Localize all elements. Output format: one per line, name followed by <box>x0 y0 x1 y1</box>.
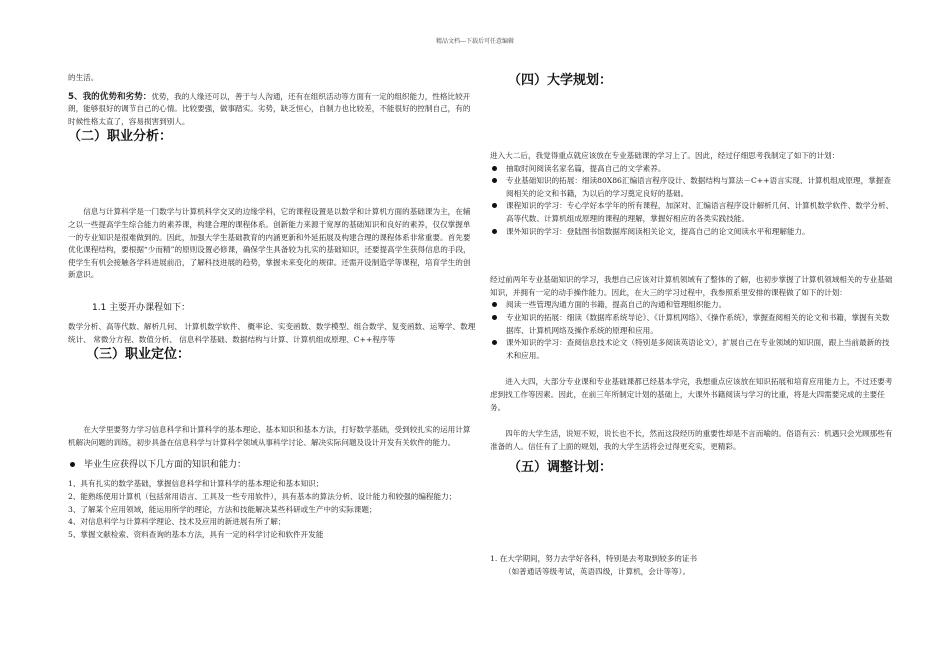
junior-plan-list <box>490 299 894 362</box>
plan-sophomore-intro: 进入大二后，我觉得重点就应该放在专业基础课的学习上了。因此，经过仔细思考我制定了如下的计划： <box>490 151 840 160</box>
plan-junior-intro: 经过前两年专业基础知识的学习，我想自己应该对计算机领域有了整体的了解，也初步掌握了计算机领域相关的专业基础知识，并拥有一定的动手操作能力。因此，在大三的学习过程中，我参照系里安排的课程做了如下的计划： <box>490 275 893 297</box>
plan-item: 阅读一些管理沟通方面的书籍，提高自己的沟通和管理组织能力。 <box>490 299 894 312</box>
abilities-list <box>68 478 476 541</box>
ability-item: 3、了解某个应用领域，能运用所学的理论，方法和技能解决某些科研或生产中的实际课题； <box>68 504 377 514</box>
sophomore-plan-list <box>490 163 894 239</box>
plan-item: 专业基础知识的拓展：细读80X86汇编语言程序设计、数据结构与算法－C++语言实现、计算机组成原理，掌握查阅相关的论文和书籍，为以后的学习奠定良好的基础。 <box>490 175 894 200</box>
plan-conclusion-paragraph: 四年的大学生活，说短不短，说长也不长，然而这段经历的重要性却是不言而喻的。俗语有云：机遇只会光顾那些有准备的人。信任有了上面的规划，我的大学生活将会过得更充实，更精彩。 <box>490 429 893 451</box>
bullet-icon <box>492 315 497 320</box>
bullet-icon <box>492 166 497 171</box>
abilities-heading-list <box>68 459 476 472</box>
courses-subtitle: 1.1 主要开办课程如下： <box>92 302 191 313</box>
ability-item: 4、对信息科学与计算科学理论、技术及应用的新进展有所了解； <box>68 517 286 527</box>
career-positioning-paragraph: 在大学里要努力学习信息科学和计算科学的基本理论、基本知识和基本方法，打好数学基础，受到较扎实的运用计算机解决问题的训练，初步具备在信息科学与计算科学领域从事科学讨论、解决实际问题及设计开发有关软件的能力。 <box>68 425 471 447</box>
bullet-icon <box>492 229 497 234</box>
plan-senior-paragraph: 进入大四，大部分专业课和专业基础课都已经基本学完，我想重点应该放在知识拓展和培育应用能力上，不过还要考虑到找工作等因素。因此，在前三年所制定计划的基础上，大课外书籍阅读与学习的比重，将是大四需要完成的主要任务。 <box>490 377 893 412</box>
plan-item: 课外知识的学习：查阅信息技术论文（特别是多阅读英语论文），扩展自己在专业领域的知识面，跟上当前最新的技术和应用。 <box>490 337 894 362</box>
adjust-plan-title: （五）调整计划： <box>508 460 613 476</box>
strengths-weaknesses <box>68 91 476 129</box>
bullet-icon <box>492 302 497 307</box>
left-column <box>68 72 476 541</box>
adjust-plan-item-continued: （如普通话等级考试，英语四级，计算机，会计等等）。 <box>504 566 691 576</box>
intro-line: 的生活。 <box>68 73 99 82</box>
strengths-text: 优势，我的人缘还可以，善于与人沟通，还有在组织活动等方面有一定的组织能力，性格比较开朗，能够很好的调节自己的心情。比较要强，做事踏实。劣势，缺乏恒心，自制力也比较差，不能很好的控制自己，有的时候性格太直了，容易损害到别人。 <box>68 91 471 126</box>
plan-item: 抽取时间阅读名家名篇，提高自己的文学素养。 <box>490 163 894 176</box>
abilities-heading: 毕业生应获得以下几方面的知识和能力： <box>68 459 476 472</box>
bullet-icon <box>492 178 497 183</box>
career-analysis-paragraph: 信息与计算科学是一门数学与计算机科学交叉的边缘学科，它的课程设置是以数学和计算机方面的基础课为主，在辅之以一些提高学生综合能力的素养课，构建合理的课程体系。创新能力来源于宽厚的基础知识和良好的素养，仅仅掌握单一的专业知识是很难做到的。因此，加强大学生基础教育的内涵更新和外延拓展及构建合理的课程体系非常重要。首先要优化课程结构，要根据“少而精”的原则设置必修课，确保学生具备较为扎实的基础知识，还要提高学生获得信息的手段，使学生有机会接触各学科进展前沿，了解科技进展的趋势，掌握未来变化的规律。还需开设制造学等课程，培育学生的创新意识。 <box>68 207 471 280</box>
university-plan-title: （四）大学规划： <box>508 73 613 88</box>
career-analysis-title: （二）职业分析： <box>68 129 173 145</box>
adjust-plan-item: 1. 在大学期间，努力去学好各科，特别是去考取到较多的证书 <box>490 554 698 564</box>
page-header: 精品文档---下载后可任意编辑 <box>435 38 515 45</box>
plan-item: 课外知识的学习：登陆图书馆数据库阅读相关论文，提高自己的论文阅读水平和理解能力。 <box>490 226 894 239</box>
bullet-icon <box>492 340 497 345</box>
ability-item: 2、能熟练使用计算机（包括常用语言、工具及一些专用软件），具有基本的算法分析、设计能力和较强的编程能力； <box>68 491 457 501</box>
ability-item: 1、具有扎实的数学基础，掌握信息科学和计算科学的基本理论和基本知识； <box>68 479 324 489</box>
plan-item: 课程知识的学习：专心学好本学年的所有课程，加深对、汇编语言程序设计解析几何、计算机数学软件、数学分析、高等代数、计算机组成原理的课程的理解，掌握好相应的各类实践技能。 <box>490 200 894 225</box>
bullet-icon <box>492 203 497 208</box>
ability-item: 5、掌握文献检索、资料查询的基本方法，具有一定的科学讨论和软件开发能 <box>68 529 324 539</box>
career-positioning-title: （三）职业定位： <box>86 347 191 363</box>
bullet-icon <box>70 462 75 467</box>
strengths-label: 5、我的优势和劣势： <box>68 91 152 102</box>
right-column <box>490 72 894 578</box>
courses-list: 数学分析、高等代数、解析几何、 计算机数学软件、 概率论、实变函数、数学模型、组合数学、复变函数、运筹学、数理统计、 常微分方程、数值分析、 信息科学基础、数据结构与计算、计算机组成原理、C++程序等 <box>68 321 476 344</box>
plan-item: 专业知识的拓展：细读《数据库系统导论》、《计算机网络》、《操作系统》，掌握查阅相关的论文和书籍，掌握有关数据库、计算机网络及操作系统的原理和应用。 <box>490 312 894 337</box>
